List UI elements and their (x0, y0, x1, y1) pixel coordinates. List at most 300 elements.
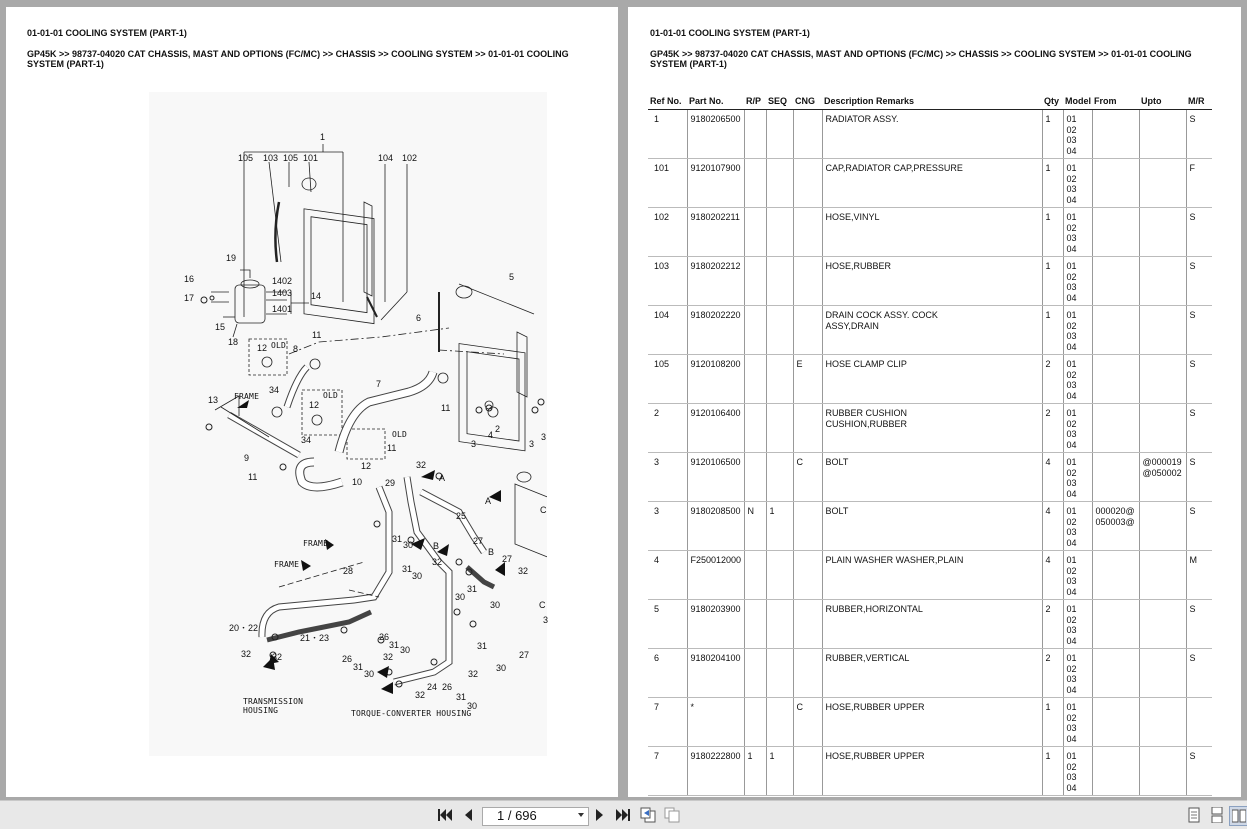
model-code: 04 (1066, 390, 1077, 401)
page-title: 01-01-01 COOLING SYSTEM (PART-1) (27, 28, 187, 38)
desc-line: HOSE,VINYL (825, 212, 880, 222)
table-row (648, 257, 1212, 306)
model-code: 01 (1066, 359, 1077, 369)
cell-seq (766, 257, 793, 306)
callout-letter: A (439, 473, 446, 483)
desc-line: RUBBER,VERTICAL (825, 653, 910, 663)
cell-part: 9120107900 (687, 159, 744, 208)
model-code: 01 (1066, 604, 1077, 614)
column-header: Upto (1139, 93, 1186, 110)
cell-cng: C (793, 453, 822, 502)
callout-letter: B (433, 541, 440, 551)
cell-from (1092, 257, 1139, 306)
model-code: 04 (1066, 733, 1077, 744)
next-page-button[interactable] (591, 806, 609, 824)
viewer-toolbar (0, 800, 1247, 829)
cell-model (1063, 355, 1092, 404)
cell-mr: S (1186, 502, 1212, 551)
previous-page-button[interactable] (459, 806, 477, 824)
table-row (648, 453, 1212, 502)
cell-seq (766, 453, 793, 502)
callout-label: 32 (518, 566, 529, 576)
callout-label: 31 (477, 641, 488, 651)
cell-seq (766, 110, 793, 159)
callout-label: 3 (529, 439, 535, 449)
callout-label: 30 (496, 663, 507, 673)
cell-cng: C (793, 698, 822, 747)
cell-upto (1139, 551, 1186, 600)
cell-part: 9180203900 (687, 600, 744, 649)
cell-from (1092, 502, 1139, 551)
callout-label: 11 (312, 330, 322, 340)
cell-mr: S (1186, 208, 1212, 257)
cell-from (1092, 600, 1139, 649)
cell-ref: 2 (648, 404, 687, 453)
page-indicator: 1 / 696 (497, 808, 537, 823)
model-code: 03 (1066, 135, 1077, 145)
single-page-view-button[interactable] (1185, 806, 1203, 824)
cell-upto (1139, 257, 1186, 306)
callout-label: 11 (248, 472, 258, 482)
callout-label: 30 (364, 669, 375, 679)
cell-cng (793, 747, 822, 796)
cell-desc (822, 453, 1042, 502)
cell-part: 9180206500 (687, 110, 744, 159)
callout-label: 32 (432, 557, 443, 567)
cell-qty: 1 (1042, 306, 1063, 355)
desc-line: PLAIN WASHER WASHER,PLAIN (825, 555, 964, 565)
cell-model (1063, 404, 1092, 453)
table-row (648, 600, 1212, 649)
cell-qty: 4 (1042, 502, 1063, 551)
callout-label: 32 (468, 669, 479, 679)
cell-part: 9180202212 (687, 257, 744, 306)
cell-rp (744, 649, 766, 698)
breadcrumb: GP45K >> 98737-04020 CAT CHASSIS, MAST AND OPTIONS (FC/MC) >> CHASSIS >> COOLING SYSTEM >> 01-01-01 COOLING (650, 49, 1192, 59)
model-code: 01 (1066, 261, 1077, 271)
desc-line: CAP,RADIATOR CAP,PRESSURE (825, 163, 963, 173)
desc-line-2: CUSHION,RUBBER (825, 418, 908, 429)
table-row (648, 159, 1212, 208)
model-code: 04 (1066, 537, 1077, 548)
cell-rp (744, 257, 766, 306)
callout-label: 32 (272, 652, 283, 662)
cell-model (1063, 208, 1092, 257)
go-back-button[interactable] (639, 806, 657, 824)
callout-label: 10 (352, 477, 363, 487)
cell-ref: 7 (648, 698, 687, 747)
cell-ref: 6 (648, 649, 687, 698)
cell-cng (793, 551, 822, 600)
parts-list-table (648, 93, 1212, 796)
model-code: 03 (1066, 478, 1077, 488)
last-page-icon (616, 809, 630, 821)
model-code: 04 (1066, 243, 1077, 254)
callout-label: 12 (309, 400, 320, 410)
continuous-view-icon (1211, 807, 1223, 823)
callout-label: 3 (541, 432, 547, 442)
callout-letter: A (485, 496, 492, 506)
model-code: 04 (1066, 782, 1077, 793)
cell-qty: 2 (1042, 355, 1063, 404)
model-code: 02 (1066, 663, 1077, 674)
cell-part: 9180204100 (687, 649, 744, 698)
model-code: 03 (1066, 429, 1077, 439)
callout-label: 32 (383, 652, 394, 662)
callout-label: 3 (471, 439, 477, 449)
first-page-button[interactable] (436, 806, 454, 824)
cell-upto (1139, 453, 1186, 502)
callout-label: 6 (416, 313, 422, 323)
cell-seq: 1 (766, 502, 793, 551)
cell-upto (1139, 698, 1186, 747)
cell-desc (822, 404, 1042, 453)
cell-cng: E (793, 355, 822, 404)
callout-label: 30 (467, 701, 478, 711)
breadcrumb-continued: SYSTEM (PART-1) (650, 59, 727, 69)
cell-from (1092, 110, 1139, 159)
callout-label: 9 (244, 453, 250, 463)
cell-upto (1139, 404, 1186, 453)
model-code: 02 (1066, 369, 1077, 380)
callout-label: 26 (442, 682, 453, 692)
cell-cng (793, 404, 822, 453)
column-header: SEQ (766, 93, 793, 110)
cell-rp (744, 355, 766, 404)
cell-model (1063, 110, 1092, 159)
table-row (648, 355, 1212, 404)
model-code: 02 (1066, 516, 1077, 527)
model-code: 01 (1066, 702, 1077, 712)
column-header: Description Remarks (822, 93, 1042, 110)
cell-upto (1139, 649, 1186, 698)
cell-desc (822, 502, 1042, 551)
cell-seq (766, 600, 793, 649)
callout-label: 31 (402, 564, 413, 574)
cell-desc (822, 306, 1042, 355)
page-title: 01-01-01 COOLING SYSTEM (PART-1) (650, 28, 810, 38)
go-back-icon (640, 807, 656, 823)
cell-upto (1139, 208, 1186, 257)
cell-upto (1139, 600, 1186, 649)
desc-line: HOSE,RUBBER (825, 261, 892, 271)
chevron-down-icon (578, 813, 584, 817)
cell-qty: 2 (1042, 649, 1063, 698)
model-code: 02 (1066, 320, 1077, 331)
callout-label: 16 (184, 274, 195, 284)
callout-label: 12 (257, 343, 268, 353)
cell-mr: S (1186, 257, 1212, 306)
model-code: 03 (1066, 576, 1077, 586)
callout-label: 12 (361, 461, 372, 471)
model-code: 03 (1066, 184, 1077, 194)
table-row (648, 306, 1212, 355)
cell-mr: M (1186, 551, 1212, 600)
last-page-button[interactable] (614, 806, 632, 824)
model-code: 02 (1066, 712, 1077, 723)
callout-label: 31 (467, 584, 478, 594)
callout-label: 29 (385, 478, 396, 488)
cell-part: 9180202220 (687, 306, 744, 355)
cell-part: 9120106400 (687, 404, 744, 453)
callout-label: 1403 (272, 288, 293, 298)
callout-label: 19 (226, 253, 237, 263)
cell-part: 9180208500 (687, 502, 744, 551)
callout-label: 34 (269, 385, 280, 395)
cell-seq (766, 698, 793, 747)
model-code: 03 (1066, 625, 1077, 635)
cell-mr: S (1186, 306, 1212, 355)
breadcrumb: GP45K >> 98737-04020 CAT CHASSIS, MAST AND OPTIONS (FC/MC) >> CHASSIS >> COOLING SYSTEM >> 01-01-01 COOLING (27, 49, 569, 59)
callout-label: 1 (320, 132, 326, 142)
cell-qty: 1 (1042, 159, 1063, 208)
model-code: 01 (1066, 310, 1077, 320)
callout-label: 32 (416, 460, 427, 470)
cell-rp: N (744, 502, 766, 551)
cell-desc (822, 110, 1042, 159)
cell-desc (822, 698, 1042, 747)
cell-qty: 2 (1042, 404, 1063, 453)
callout-letter: B (488, 547, 495, 557)
desc-line: RUBBER,HORIZONTAL (825, 604, 923, 614)
cell-model (1063, 159, 1092, 208)
model-code: 03 (1066, 282, 1077, 292)
callout-label: 105 (238, 153, 254, 163)
model-code: 03 (1066, 380, 1077, 390)
callout-label: 20・22 (229, 623, 259, 633)
cell-rp (744, 306, 766, 355)
cell-upto (1139, 355, 1186, 404)
desc-line: RUBBER CUSHION (825, 408, 908, 418)
model-code: 03 (1066, 723, 1077, 733)
callout-label: 8 (293, 344, 299, 354)
callout-label: 31 (392, 534, 403, 544)
callout-label: 102 (402, 153, 418, 163)
table-header-row (648, 93, 1212, 110)
model-code: 02 (1066, 418, 1077, 429)
cell-seq (766, 551, 793, 600)
model-code: 04 (1066, 439, 1077, 450)
callout-label: 30 (455, 592, 466, 602)
cell-ref: 104 (648, 306, 687, 355)
column-header: Part No. (687, 93, 744, 110)
callout-label: 14 (311, 291, 322, 301)
table-row (648, 110, 1212, 159)
desc-line: RADIATOR ASSY. (825, 114, 899, 124)
cell-model (1063, 649, 1092, 698)
transmission-housing-label: HOUSING (243, 706, 279, 715)
model-code: 02 (1066, 222, 1077, 233)
next-page-icon (596, 809, 604, 821)
model-code: 03 (1066, 674, 1077, 684)
callout-label: 27 (519, 650, 530, 660)
cell-mr: S (1186, 649, 1212, 698)
cell-cng (793, 649, 822, 698)
callout-label: 5 (509, 272, 515, 282)
cell-mr: S (1186, 110, 1212, 159)
upto-line: @000019 (1142, 457, 1182, 467)
callout-label: 27 (473, 536, 484, 546)
two-page-view-button[interactable] (1229, 806, 1247, 826)
single-page-view-icon (1188, 807, 1200, 823)
frame-label: FRAME (303, 539, 329, 548)
model-code: 03 (1066, 527, 1077, 537)
desc-line: BOLT (825, 457, 849, 467)
cell-qty: 2 (1042, 600, 1063, 649)
cell-desc (822, 649, 1042, 698)
model-code: 01 (1066, 555, 1077, 565)
table-row (648, 502, 1212, 551)
cell-from (1092, 355, 1139, 404)
callout-label: 34 (301, 435, 312, 445)
cell-rp (744, 600, 766, 649)
model-code: 04 (1066, 145, 1077, 156)
page-number-select[interactable] (482, 807, 589, 826)
callout-label: 32 (241, 649, 252, 659)
table-row (648, 698, 1212, 747)
cell-cng (793, 110, 822, 159)
cell-rp (744, 208, 766, 257)
cell-ref: 5 (648, 600, 687, 649)
cell-cng (793, 306, 822, 355)
cell-upto (1139, 502, 1186, 551)
callout-label: 103 (263, 153, 279, 163)
callout-label: 30 (412, 571, 423, 581)
cell-model (1063, 600, 1092, 649)
cell-qty: 1 (1042, 747, 1063, 796)
cell-rp (744, 698, 766, 747)
callout-label: 24 (427, 682, 438, 692)
callout-label: 11 (441, 403, 451, 413)
callout-letter: C (539, 600, 546, 610)
cell-ref: 3 (648, 502, 687, 551)
cell-desc (822, 600, 1042, 649)
callout-label: 30 (400, 645, 411, 655)
callout-label: 105 (283, 153, 299, 163)
parts-table-body (648, 110, 1212, 796)
cell-qty: 1 (1042, 257, 1063, 306)
first-page-icon (438, 809, 452, 821)
from-line-2: 050003@ (1095, 516, 1135, 527)
column-header: Ref No. (648, 93, 687, 110)
cell-mr: S (1186, 600, 1212, 649)
old-label: OLD (271, 341, 287, 350)
old-label: OLD (323, 391, 339, 400)
callout-label: 1401 (272, 304, 293, 314)
cell-rp (744, 110, 766, 159)
column-header: CNG (793, 93, 822, 110)
cell-ref: 3 (648, 453, 687, 502)
go-forward-button[interactable] (663, 806, 681, 824)
cell-from (1092, 698, 1139, 747)
cell-desc (822, 551, 1042, 600)
column-header: R/P (744, 93, 766, 110)
callout-label: 31 (389, 640, 400, 650)
desc-line: BOLT (825, 506, 849, 516)
continuous-view-button[interactable] (1208, 806, 1226, 824)
model-code: 03 (1066, 331, 1077, 341)
cooling-system-parts-diagram (149, 92, 547, 756)
callout-label: 17 (184, 293, 195, 303)
breadcrumb-continued: SYSTEM (PART-1) (27, 59, 104, 69)
callout-label: 15 (215, 322, 226, 332)
go-forward-icon (664, 807, 680, 823)
callout-label: 26 (342, 654, 353, 664)
table-row (648, 747, 1212, 796)
model-code: 04 (1066, 488, 1077, 499)
model-code: 01 (1066, 114, 1077, 124)
cell-ref: 105 (648, 355, 687, 404)
table-row (648, 649, 1212, 698)
cell-qty: 1 (1042, 698, 1063, 747)
model-code: 02 (1066, 467, 1077, 478)
old-label: OLD (392, 430, 408, 439)
model-code: 01 (1066, 506, 1077, 516)
cell-ref: 7 (648, 747, 687, 796)
model-code: 01 (1066, 457, 1077, 467)
cell-model (1063, 747, 1092, 796)
cell-part: 9180202211 (687, 208, 744, 257)
cell-model (1063, 698, 1092, 747)
callout-label: 104 (378, 153, 394, 163)
desc-line: HOSE CLAMP CLIP (825, 359, 907, 369)
callout-label: 30 (490, 600, 501, 610)
model-code: 04 (1066, 292, 1077, 303)
cell-mr: F (1186, 159, 1212, 208)
column-header: M/R (1186, 93, 1212, 110)
cell-cng (793, 159, 822, 208)
model-code: 04 (1066, 684, 1077, 695)
model-code: 02 (1066, 761, 1077, 772)
cell-from (1092, 453, 1139, 502)
cell-upto (1139, 110, 1186, 159)
callout-letter: C (540, 505, 547, 515)
desc-line: DRAIN COCK ASSY. COCK (825, 310, 938, 320)
cell-seq (766, 208, 793, 257)
cell-ref: 102 (648, 208, 687, 257)
callout-label: 101 (303, 153, 319, 163)
cell-mr: S (1186, 404, 1212, 453)
callout-label: 26 (379, 632, 390, 642)
desc-line: HOSE,RUBBER UPPER (825, 751, 925, 761)
callout-label: 28 (343, 566, 354, 576)
model-code: 02 (1066, 173, 1077, 184)
cell-ref: 4 (648, 551, 687, 600)
callout-label: 27 (502, 554, 513, 564)
cell-rp (744, 551, 766, 600)
model-code: 02 (1066, 565, 1077, 576)
cell-qty: 1 (1042, 110, 1063, 159)
cell-mr (1186, 698, 1212, 747)
cell-part: * (687, 698, 744, 747)
cell-from (1092, 404, 1139, 453)
cell-from (1092, 208, 1139, 257)
model-code: 02 (1066, 614, 1077, 625)
cell-ref: 1 (648, 110, 687, 159)
right-document-page (628, 7, 1241, 797)
cell-part: F250012000 (687, 551, 744, 600)
callout-label: 30 (403, 540, 414, 550)
cell-desc (822, 257, 1042, 306)
callout-label: 21・23 (300, 633, 330, 643)
cell-desc (822, 208, 1042, 257)
cell-rp (744, 453, 766, 502)
model-code: 04 (1066, 341, 1077, 352)
transmission-housing-label: TRANSMISSION (243, 697, 304, 706)
model-code: 03 (1066, 233, 1077, 243)
model-code: 03 (1066, 772, 1077, 782)
cell-seq (766, 306, 793, 355)
